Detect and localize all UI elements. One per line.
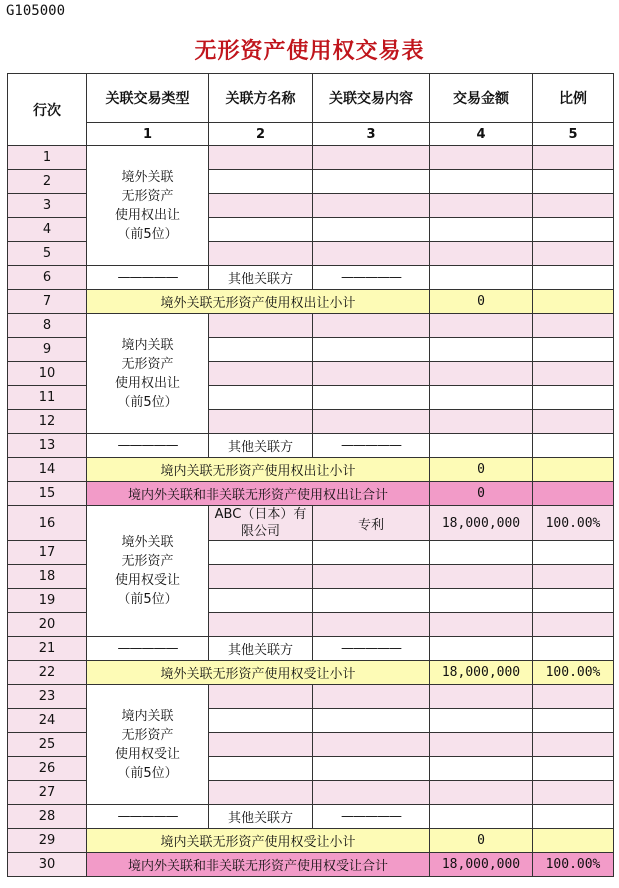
cell-content[interactable] [313,733,430,757]
subtotal-label: 境内关联无形资产使用权受让小计 [87,829,430,853]
cell-ratio[interactable] [533,242,614,266]
cell-amount[interactable] [430,266,533,290]
cell-amount[interactable]: 18,000,000 [430,506,533,541]
row-number: 16 [8,506,87,541]
group-label [87,146,209,266]
row-number: 20 [8,613,87,637]
row-number: 12 [8,410,87,434]
subtotal-row [8,290,614,314]
row-number: 26 [8,757,87,781]
table-row [8,685,614,709]
group-label [87,506,209,637]
header-party: 关联方名称 [209,74,313,123]
group-label-line: 无形资产 [121,356,174,372]
group-label-line: 使用权受让 [114,573,180,588]
subtotal-row [8,829,614,853]
cell-amount[interactable] [430,410,533,434]
row-number: 10 [8,362,87,386]
header-num: 4 [430,123,533,146]
cell-party[interactable] [209,410,313,434]
header-amount: 交易金额 [430,74,533,123]
row-number: 28 [8,805,87,829]
row-number: 11 [8,386,87,410]
cell-content[interactable] [313,362,430,386]
cell-amount[interactable] [430,709,533,733]
cell-ratio[interactable] [533,685,614,709]
total-row [8,853,614,877]
subtotal-amount: 0 [430,458,533,482]
cell-content[interactable] [313,565,430,589]
row-number: 4 [8,218,87,242]
dash-placeholder: ————— [313,637,430,661]
dash-placeholder: ————— [313,805,430,829]
cell-content[interactable]: 专利 [313,506,430,541]
cell-ratio[interactable] [533,194,614,218]
cell-amount[interactable] [430,757,533,781]
cell-party[interactable] [209,242,313,266]
total-ratio: 100.00% [533,853,614,877]
party-name-line: 限公司 [240,524,280,539]
cell-ratio[interactable] [533,218,614,242]
cell-amount[interactable] [430,733,533,757]
cell-content[interactable] [313,218,430,242]
table-row [8,506,614,541]
table-row [8,146,614,170]
header-num: 5 [533,123,614,146]
cell-ratio[interactable]: 100.00% [533,506,614,541]
table-row [8,434,614,458]
table-row [8,637,614,661]
row-number: 30 [8,853,87,877]
cell-party[interactable] [209,781,313,805]
cell-party[interactable] [209,565,313,589]
group-label-line: 境外关联 [121,535,174,550]
cell-amount[interactable] [430,314,533,338]
row-number: 22 [8,661,87,685]
total-row [8,482,614,506]
dash-placeholder: ————— [87,434,209,458]
cell-party[interactable] [209,541,313,565]
group-label [87,314,209,434]
row-number: 23 [8,685,87,709]
cell-amount[interactable] [430,565,533,589]
cell-amount[interactable] [430,194,533,218]
row-number: 7 [8,290,87,314]
group-label-line: （前5位） [117,226,178,242]
cell-content[interactable] [313,709,430,733]
other-party-label: 其他关联方 [209,805,313,829]
row-number: 9 [8,338,87,362]
cell-content[interactable] [313,242,430,266]
cell-ratio[interactable] [533,266,614,290]
cell-party[interactable] [209,757,313,781]
cell-content[interactable] [313,338,430,362]
row-number: 25 [8,733,87,757]
row-number: 18 [8,565,87,589]
row-number: 5 [8,242,87,266]
cell-content[interactable] [313,613,430,637]
table-row [8,314,614,338]
row-number: 15 [8,482,87,506]
subtotal-label: 境外关联无形资产使用权出让小计 [87,290,430,314]
row-number: 24 [8,709,87,733]
table-row [8,266,614,290]
cell-ratio[interactable] [533,613,614,637]
cell-ratio[interactable] [533,146,614,170]
other-party-label: 其他关联方 [209,266,313,290]
cell-amount[interactable] [430,242,533,266]
cell-amount[interactable] [430,362,533,386]
cell-party[interactable] [209,314,313,338]
cell-ratio[interactable] [533,565,614,589]
subtotal-ratio [533,458,614,482]
row-number: 6 [8,266,87,290]
cell-ratio[interactable] [533,338,614,362]
cell-amount[interactable] [430,781,533,805]
cell-content[interactable] [313,410,430,434]
total-label: 境内外关联和非关联无形资产使用权受让合计 [87,853,430,877]
cell-content[interactable] [313,781,430,805]
cell-ratio[interactable] [533,314,614,338]
cell-party[interactable] [209,362,313,386]
header-row-no: 行次 [8,74,87,146]
cell-content[interactable] [313,685,430,709]
total-label: 境内外关联和非关联无形资产使用权出让合计 [87,482,430,506]
page-title: 无形资产使用权交易表 [194,38,425,64]
cell-party[interactable] [209,613,313,637]
cell-amount[interactable] [430,146,533,170]
subtotal-ratio [533,829,614,853]
subtotal-amount: 0 [430,829,533,853]
cell-ratio[interactable] [533,757,614,781]
cell-content[interactable] [313,541,430,565]
cell-party[interactable] [209,194,313,218]
group-label-line: 无形资产 [121,188,174,204]
cell-amount[interactable] [430,386,533,410]
cell-amount[interactable] [430,805,533,829]
subtotal-row [8,458,614,482]
row-number: 17 [8,541,87,565]
total-amount: 18,000,000 [430,853,533,877]
dash-placeholder: ————— [87,637,209,661]
group-label-line: （前5位） [117,765,178,781]
cell-content[interactable] [313,194,430,218]
cell-ratio[interactable] [533,386,614,410]
row-number: 13 [8,434,87,458]
subtotal-amount: 18,000,000 [430,661,533,685]
form-code: G105000 [6,3,66,19]
cell-amount[interactable] [430,434,533,458]
cell-party[interactable] [209,218,313,242]
cell-amount[interactable] [430,170,533,194]
row-number: 2 [8,170,87,194]
cell-party[interactable] [209,685,313,709]
cell-ratio[interactable] [533,805,614,829]
cell-ratio[interactable] [533,362,614,386]
row-number: 19 [8,589,87,613]
group-label-line: 境内关联 [121,337,174,353]
cell-content[interactable] [313,170,430,194]
cell-ratio[interactable] [533,781,614,805]
row-number: 3 [8,194,87,218]
dash-placeholder: ————— [87,266,209,290]
transaction-table [7,73,614,877]
cell-amount[interactable] [430,218,533,242]
group-label-line: 使用权受让 [114,746,180,762]
group-label-line: 无形资产 [121,554,174,569]
cell-amount[interactable] [430,338,533,362]
group-label [87,685,209,805]
dash-placeholder: ————— [313,434,430,458]
subtotal-amount: 0 [430,290,533,314]
header-content: 关联交易内容 [313,74,430,123]
cell-content[interactable] [313,757,430,781]
dash-placeholder: ————— [313,266,430,290]
cell-content[interactable] [313,386,430,410]
cell-content[interactable] [313,589,430,613]
group-label-line: 使用权出让 [114,207,180,223]
cell-amount[interactable] [430,685,533,709]
header-num-row [8,123,614,146]
header-row [8,74,614,123]
party-name-line: ABC（日本）有 [214,507,307,522]
header-num: 3 [313,123,430,146]
group-label-line: 无形资产 [121,727,174,743]
row-number: 27 [8,781,87,805]
row-number: 8 [8,314,87,338]
group-label-line: 境内关联 [121,708,174,724]
cell-content[interactable] [313,314,430,338]
cell-party[interactable] [209,338,313,362]
subtotal-ratio: 100.00% [533,661,614,685]
row-number: 1 [8,146,87,170]
cell-ratio[interactable] [533,434,614,458]
group-label-line: （前5位） [117,592,178,607]
row-number: 14 [8,458,87,482]
cell-amount[interactable] [430,541,533,565]
cell-party[interactable] [209,733,313,757]
cell-ratio[interactable] [533,170,614,194]
cell-party[interactable] [209,709,313,733]
subtotal-label: 境内关联无形资产使用权出让小计 [87,458,430,482]
cell-party[interactable] [209,589,313,613]
cell-party[interactable] [209,386,313,410]
row-number: 29 [8,829,87,853]
cell-party[interactable] [209,170,313,194]
dash-placeholder: ————— [87,805,209,829]
cell-ratio[interactable] [533,733,614,757]
subtotal-ratio [533,290,614,314]
header-ratio: 比例 [533,74,614,123]
cell-amount[interactable] [430,637,533,661]
group-label-line: 境外关联 [121,169,174,185]
cell-content[interactable] [313,146,430,170]
cell-ratio[interactable] [533,541,614,565]
subtotal-label: 境外关联无形资产使用权受让小计 [87,661,430,685]
cell-amount[interactable] [430,589,533,613]
other-party-label: 其他关联方 [209,434,313,458]
total-ratio [533,482,614,506]
total-amount: 0 [430,482,533,506]
header-num: 2 [209,123,313,146]
group-label-line: 使用权出让 [114,375,180,391]
table-row [8,805,614,829]
subtotal-row [8,661,614,685]
row-number: 21 [8,637,87,661]
cell-ratio[interactable] [533,709,614,733]
cell-party[interactable] [209,146,313,170]
cell-party[interactable] [209,506,313,541]
group-label-line: （前5位） [117,394,178,410]
cell-ratio[interactable] [533,637,614,661]
header-type: 关联交易类型 [87,74,209,123]
other-party-label: 其他关联方 [209,637,313,661]
cell-ratio[interactable] [533,410,614,434]
header-num: 1 [87,123,209,146]
cell-ratio[interactable] [533,589,614,613]
cell-amount[interactable] [430,613,533,637]
